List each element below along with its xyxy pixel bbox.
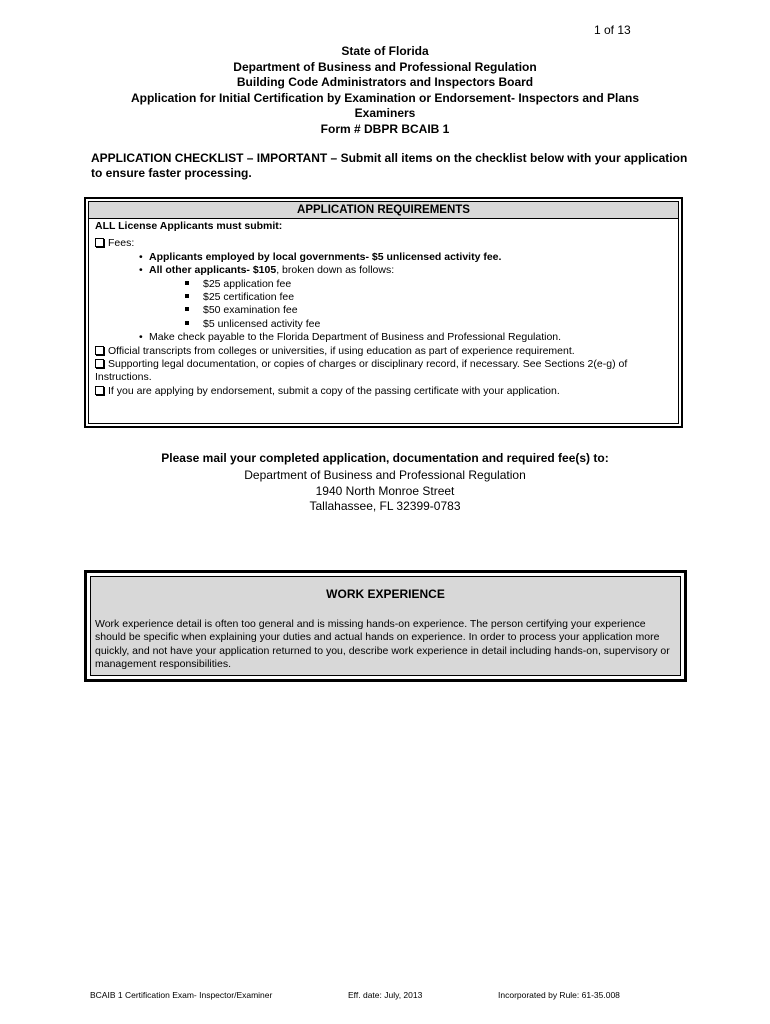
work-experience-title: WORK EXPERIENCE [326, 587, 445, 601]
address-line-1: Department of Business and Professional Regulation [244, 468, 526, 482]
other-fee-bold: All other applicants- $105 [149, 264, 277, 277]
address-line-2: 1940 North Monroe Street [315, 483, 455, 498]
mailing-address [85, 468, 685, 515]
fees-item [95, 237, 672, 250]
fee-breakdown-text: $5 unlicensed activity fee [203, 317, 321, 330]
square-bullet-icon [185, 281, 189, 285]
form-header [85, 44, 685, 137]
address-line-3: Tallahassee, FL 32399-0783 [309, 499, 461, 513]
header-department: Department of Business and Professional Regulation [233, 59, 537, 74]
fees-label: Fees: [108, 237, 135, 250]
all-applicants-label: ALL License Applicants must submit: [95, 220, 283, 232]
square-bullet-icon [185, 321, 189, 325]
work-experience-box [84, 570, 687, 682]
header-state: State of Florida [341, 44, 429, 58]
header-board: Building Code Administrators and Inspectors Board [236, 75, 534, 89]
fee-breakdown-item [95, 318, 672, 331]
bullet-icon: • [139, 264, 143, 277]
endorsement-text: If you are applying by endorsement, submit a copy of the passing certificate with your application. [108, 384, 560, 397]
requirements-box [84, 197, 683, 428]
square-bullet-icon [185, 307, 189, 311]
fee-breakdown-item [95, 291, 672, 304]
checklist-title: APPLICATION CHECKLIST – IMPORTANT – Submit all items on the checklist below with your application to ensure faster processing. [91, 151, 688, 180]
legal-docs-checkbox[interactable] [95, 359, 104, 368]
work-experience-inner [90, 576, 681, 676]
bullet-icon: • [139, 250, 143, 263]
gov-fee-item [95, 251, 672, 264]
transcripts-text: Official transcripts from colleges or universities, if using education as part of experience requirement. [108, 344, 575, 357]
transcripts-checkbox[interactable] [95, 346, 104, 355]
mailing-section [85, 450, 685, 515]
work-experience-text: Work experience detail is often too general and is missing hands-on experience. The person certifying your experience should be specific when explaining your duties and actual hands on experience. In order to process your application more quickly, and not have your application returned to you, describe work experience in detail including hands-on, supervisory or management responsibilities. [95, 618, 670, 671]
transcripts-item [95, 345, 672, 358]
mailing-heading: Please mail your completed application, documentation and required fee(s) to: [161, 451, 609, 465]
requirements-body [89, 219, 678, 398]
fee-breakdown-text: $25 certification fee [203, 291, 295, 304]
requirements-inner [88, 201, 679, 424]
footer-form-name: BCAIB 1 Certification Exam- Inspector/Examiner [90, 990, 273, 1000]
square-bullet-icon [185, 294, 189, 298]
footer-rule: Incorporated by Rule: 61-35.008 [498, 990, 620, 1000]
fee-breakdown-text: $50 examination fee [203, 304, 298, 317]
endorsement-item [95, 385, 672, 398]
fees-checkbox[interactable] [95, 238, 104, 247]
footer-effective-date: Eff. date: July, 2013 [348, 990, 423, 1000]
bullet-icon: • [139, 331, 143, 344]
fee-breakdown-item [95, 278, 672, 291]
other-fee-rest: , broken down as follows: [276, 264, 395, 277]
endorsement-checkbox[interactable] [95, 386, 104, 395]
check-payable-item [95, 331, 672, 344]
requirements-title: APPLICATION REQUIREMENTS [89, 202, 678, 219]
header-form-number: Form # DBPR BCAIB 1 [320, 121, 450, 136]
fee-breakdown-text: $25 application fee [203, 277, 292, 290]
fee-breakdown-item [95, 304, 672, 317]
header-application-title: Application for Initial Certification by Examination or Endorsement- Inspectors and Plans [130, 90, 640, 105]
gov-fee-text: Applicants employed by local governments- $5 unlicensed activity fee. [149, 250, 502, 263]
legal-docs-text: Supporting legal documentation, or copies of charges or disciplinary record, if necessary. See Sections 2(e-g) of Instructions. [95, 358, 628, 384]
legal-docs-item [95, 358, 672, 385]
page-number: 1 of 13 [594, 23, 631, 37]
other-fee-item [95, 264, 672, 277]
header-application-title-cont: Examiners [354, 106, 416, 120]
check-payable-text: Make check payable to the Florida Department of Business and Professional Regulation. [149, 331, 562, 344]
